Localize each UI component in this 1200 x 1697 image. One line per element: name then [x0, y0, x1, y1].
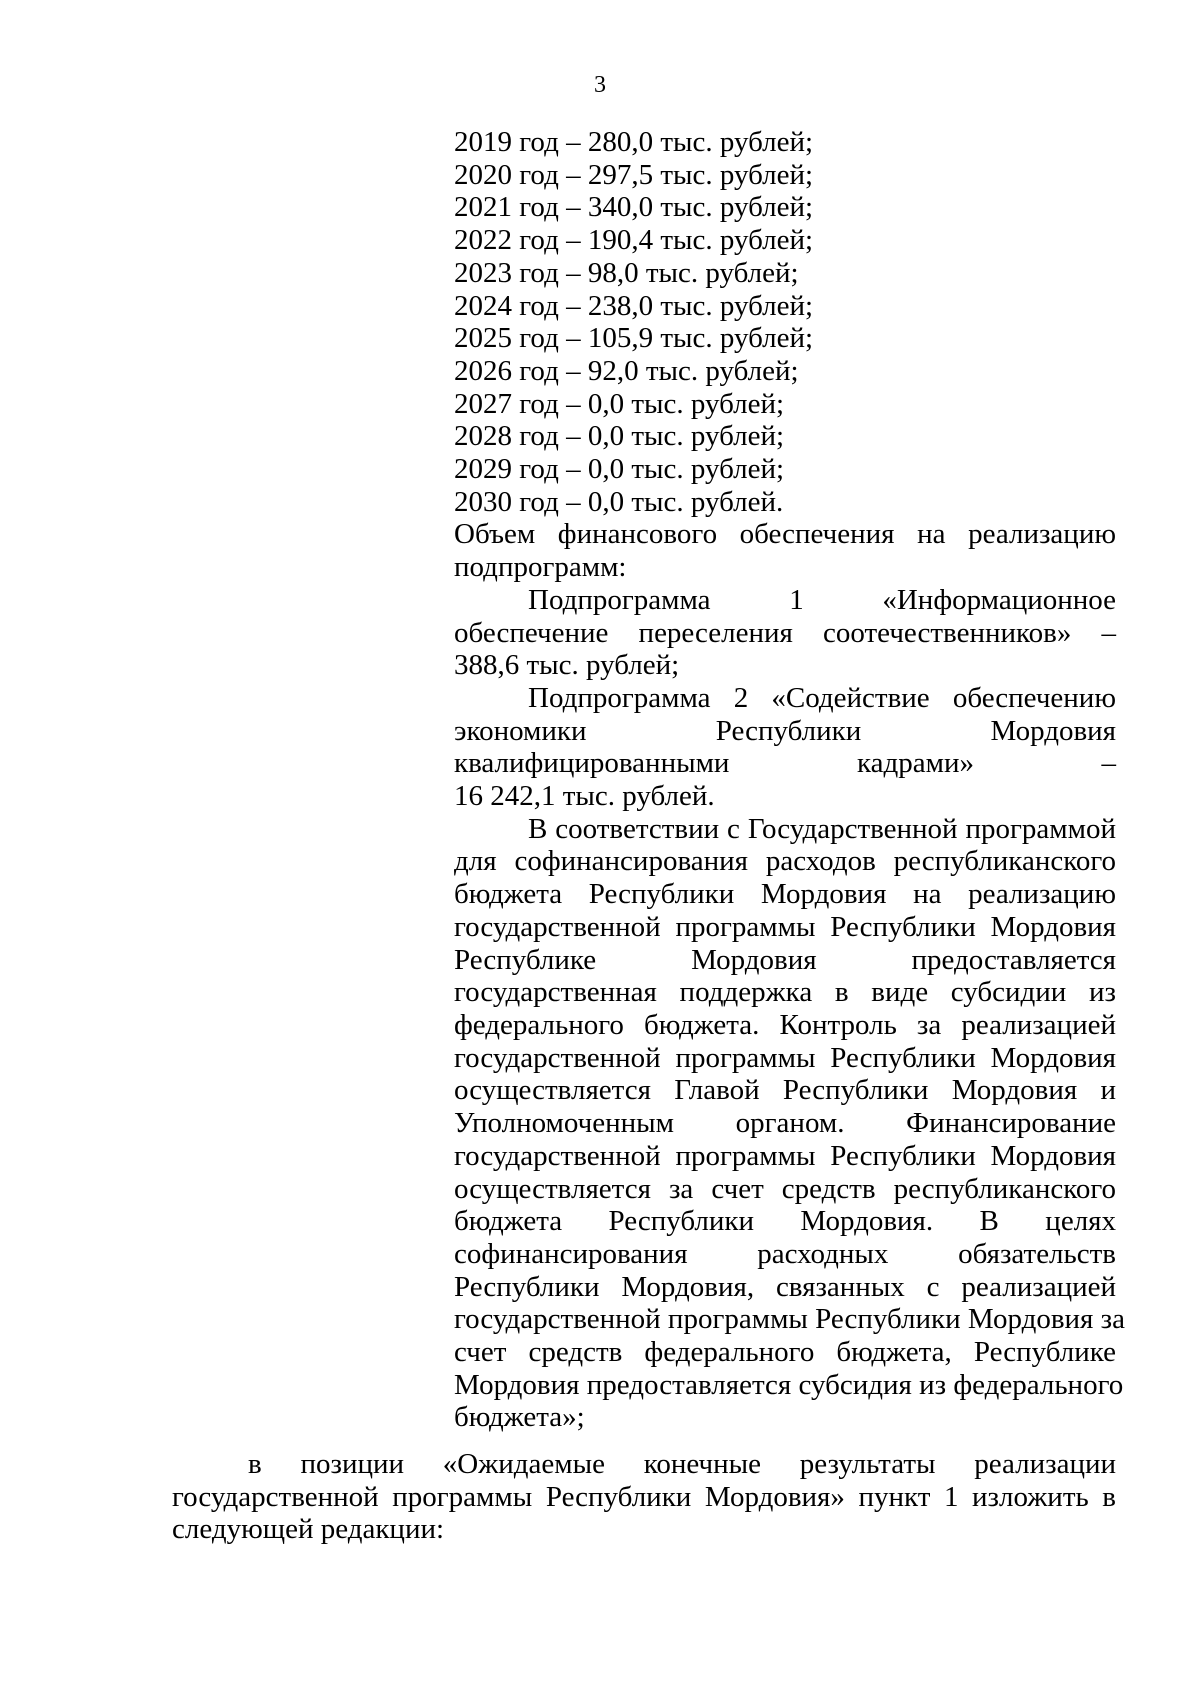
paragraph-line: Мордовия предоставляется субсидия из федерального — [454, 1368, 1124, 1401]
state-program-paragraph — [454, 812, 1125, 1434]
paragraph-line: государственной программы Республики Мордовия — [454, 910, 1116, 943]
subprogram-2-line: 16 242,1 тыс. рублей. — [454, 780, 715, 813]
subprogram-2-funding — [454, 682, 1116, 813]
paragraph-line: государственной программы Республики Мордовия — [454, 1041, 1116, 1074]
paragraph-line: бюджета Республики Мордовия на реализацию — [454, 878, 1116, 911]
paragraph-line: осуществляется за счет средств республиканского — [454, 1172, 1116, 1205]
funding-year-2021: 2021 год – 340,0 тыс. рублей; — [454, 191, 814, 224]
amendment-paragraph — [172, 1448, 1116, 1546]
paragraph-line: федерального бюджета. Контроль за реализацией — [454, 1008, 1116, 1041]
subprogram-1-line: обеспечение переселения соотечественников» – — [454, 616, 1116, 649]
paragraph-line: бюджета»; — [454, 1401, 585, 1434]
amendment-line: следующей редакции: — [172, 1513, 445, 1546]
funding-year-2022: 2022 год – 190,4 тыс. рублей; — [454, 224, 814, 257]
amendment-line: в позиции «Ожидаемые конечные результаты реализации — [248, 1448, 1116, 1480]
paragraph-line: софинансирования расходных обязательств — [454, 1237, 1116, 1270]
funding-year-2028: 2028 год – 0,0 тыс. рублей; — [454, 420, 785, 453]
funding-years-list — [454, 126, 1116, 518]
paragraph-line: государственная поддержка в виде субсидии из — [454, 976, 1116, 1009]
paragraph-line: Уполномоченным органом. Финансирование — [454, 1107, 1116, 1140]
paragraph-line: бюджета Республики Мордовия. В целях — [454, 1205, 1116, 1238]
paragraph-line: государственной программы Республики Мордовия — [454, 1139, 1116, 1172]
funding-year-2023: 2023 год – 98,0 тыс. рублей; — [454, 256, 799, 289]
paragraph-line: Республики Мордовия, связанных с реализацией — [454, 1270, 1116, 1303]
paragraph-line: для софинансирования расходов республиканского — [454, 845, 1116, 878]
funding-year-2019: 2019 год – 280,0 тыс. рублей; — [454, 126, 814, 158]
subprogram-1-line: 388,6 тыс. рублей; — [454, 649, 680, 682]
paragraph-line: осуществляется Главой Республики Мордовия и — [454, 1074, 1116, 1107]
funding-year-2026: 2026 год – 92,0 тыс. рублей; — [454, 354, 799, 387]
subprogram-1-funding — [454, 584, 1116, 682]
subprograms-intro — [454, 518, 1116, 583]
funding-year-2029: 2029 год – 0,0 тыс. рублей; — [454, 453, 785, 486]
funding-year-2020: 2020 год – 297,5 тыс. рублей; — [454, 158, 814, 191]
funding-year-2024: 2024 год – 238,0 тыс. рублей; — [454, 289, 814, 322]
paragraph-line: В соответствии с Государственной программой — [528, 812, 1116, 845]
paragraph-line: Республике Мордовия предоставляется — [454, 943, 1116, 976]
subprogram-2-line: Подпрограмма 2 «Содействие обеспечению — [528, 681, 1116, 714]
funding-year-2027: 2027 год – 0,0 тыс. рублей; — [454, 387, 785, 420]
paragraph-line: счет средств федерального бюджета, Республике — [454, 1336, 1116, 1369]
funding-year-2025: 2025 год – 105,9 тыс. рублей; — [454, 322, 814, 355]
subprogram-2-line: экономики Республики Мордовия — [454, 714, 1116, 747]
paragraph-line: государственной программы Республики Мордовия за — [454, 1303, 1125, 1336]
subprograms-intro-line: подпрограмм: — [454, 551, 627, 584]
subprogram-1-line: Подпрограмма 1 «Информационное — [528, 583, 1116, 616]
subprogram-2-line: квалифицированными кадрами» – — [454, 747, 1116, 780]
page-number: 3 — [594, 72, 606, 98]
funding-year-2030: 2030 год – 0,0 тыс. рублей. — [454, 485, 784, 518]
amendment-line: государственной программы Республики Мордовия» пункт 1 изложить в — [172, 1480, 1116, 1513]
subprograms-intro-line: Объем финансового обеспечения на реализацию — [454, 518, 1116, 551]
passport-right-column — [454, 126, 1125, 1434]
